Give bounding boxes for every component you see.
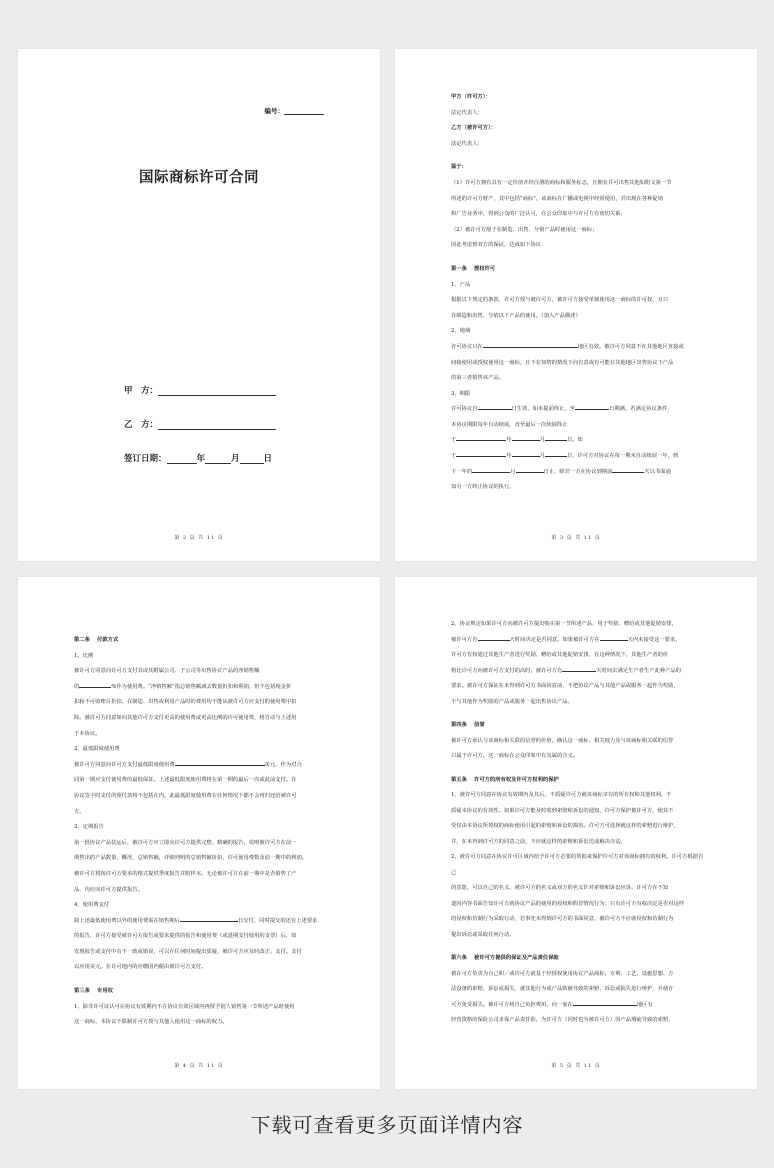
text-line	[74, 883, 330, 899]
party-a-label: 甲 方：	[124, 386, 159, 396]
blank-line	[180, 915, 238, 922]
text-run: （2）被许可方愿于在制造、出售、分销产品时使用这一商标；	[451, 226, 598, 233]
text-run: 日期满。若满足协议条件，	[609, 406, 673, 413]
text-run: 地区有效。被许可方同意不在其他地区直接或	[577, 343, 684, 350]
page-number: 第 4 页 共 11 页	[174, 1063, 224, 1069]
text-run: 这一商标，本协议不限制许可方授与其他人使用这一商标的权力。	[74, 1019, 228, 1026]
text-run: 4、使用费支付	[74, 902, 110, 909]
blank-line	[478, 634, 510, 641]
text-line	[451, 324, 707, 340]
text-run: 日，许可方对协议在每一期末自动续展一年，到	[566, 453, 679, 460]
blank-line	[545, 450, 567, 457]
text-line	[451, 617, 707, 633]
blank-line	[472, 466, 510, 473]
text-run: 2、协议规定如果许可方向被许可方提出购买第一节所述产品，用于奖励、赠给或其他促销安排，	[451, 621, 677, 627]
year-line	[167, 463, 197, 464]
text-run: 被许可方同意向许可方支付其或其附属公司、子公司等出售协议产品的净销售额	[74, 668, 260, 675]
text-line	[451, 192, 707, 208]
text-run: 法设备的索赔、诉讼或损失，就其他行为或产品致被导致的索赔、诉讼或损失进行辩护，并使许	[451, 986, 674, 992]
text-run: 第一条 授权许可	[451, 265, 496, 272]
text-run: 美元，作为对合	[264, 761, 302, 768]
section-heading	[451, 90, 707, 106]
text-run: 以应用美元。在许可地内的应缴国内税由被许可方支付。	[74, 964, 207, 971]
text-run: 本协议期限每年自动续展，直至最后一次续展终止	[451, 421, 568, 428]
text-run: 1、比例	[74, 652, 94, 659]
paragraph-gap	[451, 254, 707, 262]
text-run: 鉴于：	[451, 164, 467, 171]
text-run: 的报告，许可方接受被许可方报告或要求提供的报告和使用费（或延期支付使用的支票）后，如	[74, 933, 297, 940]
text-run: 并，在未得到许可方的同意之前，不应就这样的索赔和诉讼达成解决办法。	[451, 838, 626, 845]
text-run: 协议签字时支付的预付款将不包括在内。此最低限度使用费在任何情况下都不会再归还给被许可	[74, 792, 297, 799]
text-run: 道因内容书面告知许可方就协议产品的使用的侵权和假冒情况行为；只有许可方有权决定是否对这样	[451, 900, 685, 907]
text-run: 2、地域	[451, 328, 471, 335]
text-run: 1、除非许可证认可在协议有效期内不在协议有效区域内再授予别人销售第一节所述产品时使用	[74, 1003, 295, 1010]
text-run: 被许可方负责为自己和／或许可方就基于经授权使用协议产品商标，专利、工艺、设施思想、方	[451, 970, 674, 977]
text-line	[74, 898, 330, 914]
text-run: 地区有	[636, 1001, 653, 1008]
paragraph-gap	[451, 943, 707, 951]
text-run: 日止，除非一方在协议到期前	[543, 468, 613, 475]
text-line	[451, 998, 707, 1014]
text-run: 天时间决定是否同意。如果被许可方在	[509, 636, 600, 643]
text-line	[451, 293, 707, 309]
page-number: 第 3 页 共 11 页	[551, 535, 601, 541]
text-line	[451, 749, 707, 765]
text-run: 第六条 被许可方提供的保证及产品责任保险	[451, 955, 559, 961]
day-label: 日	[263, 454, 273, 464]
text-line	[451, 679, 707, 695]
day-line	[240, 463, 264, 464]
text-run: 经营资格的保险公司求保产品责任险，为许可方（同时也为被许可方）因产品瑕疵导致的索赔、	[451, 1017, 674, 1023]
text-line	[451, 912, 707, 928]
text-run: 下一年的	[451, 468, 473, 475]
month-line	[205, 463, 231, 464]
page-number: 第 2 页 共 11 页	[174, 535, 224, 541]
text-line	[451, 223, 707, 239]
section-heading	[451, 121, 707, 137]
text-line	[451, 664, 707, 680]
text-line	[74, 914, 330, 930]
page-cover	[18, 49, 380, 561]
text-run: 天时间去满足生产者生产此种产品的	[596, 667, 682, 674]
text-run: 知另一方终止协议的执行。	[451, 484, 515, 491]
page-body	[74, 633, 330, 1031]
blank-line	[575, 403, 609, 410]
text-line	[451, 480, 707, 496]
text-run: 只属于许可方，这一商标在公众印象中有其属的含义。	[451, 753, 579, 759]
blank-line	[456, 450, 506, 457]
section-heading	[451, 951, 707, 967]
text-run: 格比许可方向被许可方支付的高时，被许可方有	[451, 667, 563, 674]
text-line	[451, 804, 707, 820]
text-line	[451, 238, 707, 254]
blank-line	[573, 999, 637, 1006]
text-run: 因此考虑到双方的保证，达成如下协议：	[451, 242, 547, 249]
party-b-field	[124, 418, 276, 430]
text-run: 年	[506, 453, 512, 460]
text-run: 的侵权和仿制行为采取行动，若事先未得到许可方的书面同意，被许可方不应就侵权和仿制行为	[451, 916, 674, 922]
section-heading	[451, 262, 707, 278]
text-run: 许可协议只在	[451, 343, 483, 350]
text-run: 的第三者销售该产品。	[451, 375, 504, 382]
page-preamble	[395, 49, 757, 561]
text-run: 的意愿，可以自己的名义、被许可方的名义或双方的名义针对索赔和诉讼应诉。许可方在不知	[451, 885, 669, 891]
text-run: 天以书面通	[644, 468, 671, 475]
text-run: 不与其他作为奖励的产品或服务一起出售协议产品。	[451, 698, 573, 705]
text-line	[451, 819, 707, 835]
text-line	[74, 805, 330, 821]
party-b-line	[158, 429, 276, 430]
text-run: 年	[506, 437, 512, 444]
blank-line	[562, 665, 596, 672]
blank-line	[516, 466, 544, 473]
text-line	[451, 648, 707, 664]
text-line	[451, 850, 707, 881]
text-run: 乙方（被许可方）：	[451, 125, 497, 132]
text-run: 月	[510, 468, 516, 475]
text-run: 被许可方将按许可方要求的格式提供季度报告并附样本。无论被许可方在前一期中是否销售了产	[74, 870, 297, 877]
section-heading	[451, 160, 707, 176]
blank-line	[483, 341, 578, 348]
text-line	[451, 356, 707, 372]
text-line	[451, 340, 707, 356]
text-run: 1、被许可方同意在协议有效期内及其后，不质疑许可方就该商标享有的所有权和其他权利，不	[451, 792, 672, 798]
text-line	[74, 680, 330, 696]
text-run: 3、定期报告	[74, 824, 104, 831]
text-run: 日交付，同时提交的还有上述要求	[237, 917, 318, 924]
text-line	[451, 402, 707, 418]
text-line	[451, 897, 707, 913]
text-line	[74, 742, 330, 758]
party-b-label: 乙 方：	[124, 420, 159, 430]
text-line	[74, 820, 330, 836]
text-run: 的	[74, 683, 80, 690]
text-run: 第三条 专用权	[74, 988, 113, 995]
text-line	[74, 711, 330, 727]
blank-line	[512, 450, 540, 457]
text-run: 和广告业务中，得到公众的广泛认可，在公众印象中与许可方有密切关系；	[451, 211, 626, 218]
text-line	[451, 982, 707, 998]
contract-number-line	[284, 114, 324, 115]
contract-title: 国际商标许可合同	[139, 169, 259, 186]
contract-number-label: 编号：	[264, 107, 284, 115]
blank-line	[175, 759, 265, 766]
text-run: 在制造和出售、分销以下产品的使用。（加入产品描述）	[451, 312, 581, 319]
text-line	[451, 278, 707, 294]
text-run: 提出诉讼或采取任何行动。	[451, 931, 515, 938]
text-run: 月	[539, 453, 545, 460]
blank-line	[512, 434, 540, 441]
blank-line	[545, 434, 567, 441]
text-line	[451, 695, 707, 711]
text-line	[74, 867, 330, 883]
text-run: 2、被许可方同意在协议许可区域内给予许可方必要的帮助来保护许可方对该商标拥有的权利。许可方根据自己	[451, 854, 704, 876]
text-run: 除上述最低使用费以外的使用费需在销售期后	[74, 917, 180, 924]
text-line	[451, 137, 707, 153]
text-run: 于本协议。	[74, 730, 101, 737]
text-run: 日。如	[566, 437, 583, 444]
text-run: 品，均应向许可方提供报告。	[74, 886, 143, 893]
text-run: 期售出的产品数量、概况、总销售额，详细列明的总销售额折扣，许可使用费数及前一期中的利润。	[74, 855, 308, 862]
text-run: 1、产品	[451, 281, 471, 288]
section-heading	[451, 773, 707, 789]
text-line	[74, 649, 330, 665]
text-run: （1）许可方拥有具有一定价值并经注册的商标和服务标志，且拥有并可出售其他如附文第一节	[451, 179, 672, 186]
blank-line	[478, 403, 512, 410]
text-line	[74, 836, 330, 852]
text-line	[74, 851, 330, 867]
page-body	[451, 90, 707, 496]
sign-date-label: 签订日期：	[124, 454, 167, 464]
sign-date-field	[124, 452, 272, 464]
text-line	[451, 449, 707, 465]
text-line	[451, 734, 707, 750]
text-line	[74, 1000, 330, 1016]
text-run: 甲方（许可方）：	[451, 94, 491, 100]
text-run: 法定代表人：	[451, 140, 483, 147]
page-rights	[395, 577, 757, 1089]
text-run: 受仅由本协议所授权的商标使用引起的索赔和诉讼的损害。许可方可选择就这样的索赔进行辩护，	[451, 823, 679, 829]
text-run: 被许可方承认与该商标相关联的信誉的价值，确认这一商标、相关权力及与该商标相关联的信誉	[451, 737, 674, 744]
section-heading	[74, 633, 330, 649]
text-run: 第五条 许可方的所有权及许可方权利的保护	[451, 776, 559, 783]
text-line	[451, 418, 707, 434]
text-run: 方。	[74, 808, 85, 815]
text-run: 扣和不可收账目折扣。在制造、出售或利用产品时的费用均不能从被许可方应支付的使用费中扣	[74, 699, 297, 706]
text-run: 要求。被许可方保证在未得到许可方书面同意前，不把协议产品与其他产品或服务一起作为奖励，	[451, 683, 679, 689]
text-line	[451, 387, 707, 403]
text-line	[451, 967, 707, 983]
paragraph-gap	[74, 976, 330, 984]
text-line	[451, 433, 707, 449]
blank-line	[600, 634, 628, 641]
text-line	[451, 371, 707, 387]
text-run: 月	[539, 437, 545, 444]
blank-line	[79, 681, 111, 688]
text-line	[74, 758, 330, 774]
text-line	[451, 465, 707, 481]
text-run: 于	[451, 437, 457, 444]
text-run: 根据以下规定的条款，许可方授与被许可方，被许可方接受单独使用这一商标的许可权，且只	[451, 297, 669, 304]
text-run: 第二条 付款方式	[74, 637, 119, 643]
page-number: 第 5 页 共 11 页	[551, 1063, 601, 1069]
paragraph-gap	[451, 765, 707, 773]
text-line	[74, 695, 330, 711]
text-run: 同第一期应支付使用费的最低保证。上述最低限度使用费将在第一期的最后一次或此前支付。在	[74, 777, 297, 784]
text-line	[451, 788, 707, 804]
year-label: 年	[196, 454, 206, 464]
blank-line	[612, 466, 644, 473]
page-payment	[18, 577, 380, 1089]
party-a-line	[158, 395, 276, 396]
text-run: 第四条 信誉	[451, 722, 485, 728]
contract-number	[265, 106, 325, 115]
text-line	[74, 960, 330, 976]
text-line	[74, 727, 330, 743]
text-line	[451, 176, 707, 192]
paragraph-gap	[451, 710, 707, 718]
text-run: %作为使用费。“净销售额”指总销售额减去数量折扣和利润，但不包括现金折	[111, 683, 292, 690]
text-run: 发现报告或支付中有不一致或错误，可以在任何时间提出质疑，被许可方应及时改正、支付。支付	[74, 948, 302, 955]
text-line	[74, 773, 330, 789]
text-line	[451, 207, 707, 223]
text-run: 3、期限	[451, 390, 471, 397]
page-body	[451, 617, 707, 1029]
text-line	[451, 881, 707, 897]
text-line	[451, 309, 707, 325]
text-line	[451, 835, 707, 851]
text-line	[451, 106, 707, 122]
text-run: 天内未接受这一要求，	[627, 636, 681, 643]
text-run: 被许可方有	[451, 636, 478, 643]
blank-line	[456, 434, 506, 441]
text-run: 日生效，如未提前终止，至	[511, 406, 576, 413]
text-line	[74, 789, 330, 805]
text-run: 许可方有权通过其他生产者进行奖励、赠给或其他促销安排，在这种情况下，其他生产者的价	[451, 652, 669, 658]
text-line	[451, 633, 707, 649]
text-run: 所述的许可方财产，其中包括“商标”，该商标在广播或电视中经常使用，并出现在各种促销	[451, 195, 663, 202]
paragraph-gap	[451, 152, 707, 160]
month-label: 月	[231, 454, 240, 464]
text-line	[74, 1015, 330, 1031]
text-line	[74, 664, 330, 680]
text-run: 2、最低限度使用费	[74, 746, 120, 753]
text-line	[451, 1013, 707, 1029]
text-run: 除。被许可方同意如向其他许可方支付更高的使用费或更高比例的许可使用费，将自动与上述用	[74, 714, 297, 721]
text-run: 许可协议自	[451, 406, 478, 413]
text-run: 于	[451, 453, 457, 460]
party-a-field	[124, 384, 276, 396]
download-caption: 下载可查看更多页面详情内容	[250, 1113, 524, 1137]
section-heading	[74, 984, 330, 1000]
text-run: 法定代表人：	[451, 109, 483, 116]
text-run: 间接使用或授权使用这一商标，且不在知情的情况下向有意或有可能在其他地区出售协议下产品	[451, 359, 674, 366]
text-line	[74, 945, 330, 961]
text-run: 第一批协议产品装运后，被许可方应立即向许可方提供完整、精确的报告，说明被许可方在前一	[74, 839, 297, 846]
text-run: 可方免受损失。被许可方将自己负担费用，向一家在	[451, 1001, 573, 1008]
text-run: 质疑本协议的有效性。如果许可方能及时收到索赔和诉讼的通知，许可方保护被许可方，使其不	[451, 807, 674, 814]
text-run: 被许可方同意向许可方支付最低限度使用费	[74, 761, 175, 768]
section-heading	[451, 718, 707, 734]
text-line	[74, 929, 330, 945]
text-line	[451, 928, 707, 944]
